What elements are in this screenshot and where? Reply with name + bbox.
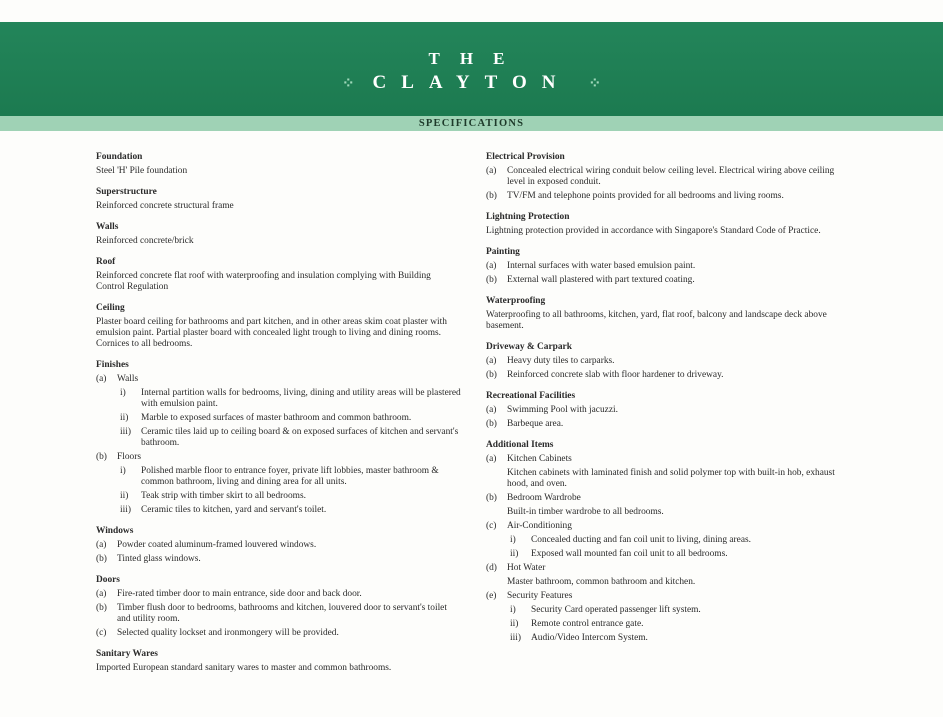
- item-text: Polished marble floor to entrance foyer, private lift lobbies, master bathroom & common bathroom, living and dining area for all units.: [141, 466, 439, 487]
- list-item: [486, 454, 841, 465]
- title-line-2: [0, 72, 943, 94]
- finishes-section: [96, 360, 461, 516]
- item-marker: (d): [486, 563, 497, 573]
- item-text: Hot Water: [507, 563, 546, 573]
- item-text: Bedroom Wardrobe: [507, 493, 581, 503]
- list-item: [510, 605, 841, 616]
- driveway-section: [486, 342, 841, 381]
- foundation-section: [96, 152, 461, 177]
- list-item: [486, 591, 841, 602]
- item-text: Reinforced concrete slab with floor hardener to driveway.: [507, 370, 724, 380]
- sanitary-section: [96, 649, 461, 674]
- list-item: [120, 427, 461, 449]
- item-text: Barbeque area.: [507, 419, 564, 429]
- list-item: [486, 370, 841, 381]
- item-marker: ii): [510, 619, 519, 629]
- ceiling-section: [96, 303, 461, 350]
- section-heading: Walls: [96, 222, 119, 232]
- item-detail: Master bathroom, common bathroom and kitchen.: [507, 577, 696, 587]
- item-marker: (a): [96, 374, 107, 384]
- painting-section: [486, 247, 841, 286]
- item-marker: (a): [486, 261, 497, 271]
- list-item: [120, 505, 461, 516]
- list-item: [486, 191, 841, 202]
- item-marker: (b): [96, 554, 107, 564]
- section-heading: Foundation: [96, 152, 143, 162]
- item-marker: (a): [96, 589, 107, 599]
- item-marker: (b): [486, 191, 497, 201]
- section-heading: Windows: [96, 526, 134, 536]
- list-item: [120, 388, 461, 410]
- item-text: TV/FM and telephone points provided for all bedrooms and living rooms.: [507, 191, 784, 201]
- title-name: CLAYTON: [372, 72, 571, 93]
- item-marker: i): [120, 466, 126, 476]
- list-item: [96, 628, 461, 639]
- item-marker: ii): [120, 413, 129, 423]
- title-line-1: THE: [428, 49, 525, 68]
- section-text: Imported European standard sanitary wares to master and common bathrooms.: [96, 663, 392, 673]
- sub-list: [120, 466, 461, 516]
- section-title: SPECIFICATIONS: [418, 118, 525, 129]
- section-heading: Electrical Provision: [486, 152, 565, 162]
- list-item: [486, 419, 841, 430]
- list-item: [486, 261, 841, 272]
- list-item: [96, 374, 461, 385]
- list-item: [486, 356, 841, 367]
- ornament-left-icon: ⁘: [341, 76, 355, 92]
- recreational-section: [486, 391, 841, 430]
- doors-section: [96, 575, 461, 639]
- item-marker: (b): [486, 370, 497, 380]
- list-item: [486, 563, 841, 574]
- section-heading: Additional Items: [486, 440, 554, 450]
- list-item: [486, 275, 841, 286]
- header-banner: [0, 22, 943, 116]
- item-text: External wall plastered with part textured coating.: [507, 275, 695, 285]
- list-item: [120, 413, 461, 424]
- item-marker: (a): [486, 356, 497, 366]
- item-marker: (b): [96, 603, 107, 613]
- item-text: Remote control entrance gate.: [531, 619, 644, 629]
- list-item: [486, 521, 841, 532]
- item-text: Security Features: [507, 591, 573, 601]
- item-marker: iii): [510, 633, 521, 643]
- item-text: Concealed ducting and fan coil unit to living, dining areas.: [531, 535, 751, 545]
- item-text: Ceramic tiles laid up to ceiling board & on exposed surfaces of kitchen and servant's bathroom.: [141, 427, 459, 448]
- item-marker: (a): [96, 540, 107, 550]
- list-item: [486, 405, 841, 416]
- item-marker: i): [120, 388, 126, 398]
- item-text: Powder coated aluminum-framed louvered windows.: [117, 540, 317, 550]
- item-text: Ceramic tiles to kitchen, yard and servant's toilet.: [141, 505, 327, 515]
- item-marker: (b): [486, 275, 497, 285]
- list-item: [510, 535, 841, 546]
- section-text: Plaster board ceiling for bathrooms and part kitchen, and in other areas skim coat plaster with emulsion paint. Partial plaster board with concealed light trough to living and dining rooms. Cornices to all bedrooms.: [96, 317, 447, 349]
- item-text: Floors: [117, 452, 141, 462]
- section-heading: Superstructure: [96, 187, 157, 197]
- section-text: Reinforced concrete structural frame: [96, 201, 234, 211]
- right-column: [486, 152, 841, 654]
- item-marker: ii): [510, 549, 519, 559]
- section-heading: Waterproofing: [486, 296, 546, 306]
- item-text: Security Card operated passenger lift system.: [531, 605, 701, 615]
- item-marker: (b): [96, 452, 107, 462]
- item-text: Kitchen Cabinets: [507, 454, 572, 464]
- item-text: Heavy duty tiles to carparks.: [507, 356, 615, 366]
- item-text: Timber flush door to bedrooms, bathrooms and kitchen, louvered door to servant's toilet and utility room.: [117, 603, 447, 624]
- section-heading: Doors: [96, 575, 120, 585]
- lightning-section: [486, 212, 841, 237]
- list-item: [96, 452, 461, 463]
- list-item: [510, 549, 841, 560]
- section-heading: Roof: [96, 257, 116, 267]
- section-text: Reinforced concrete flat roof with waterproofing and insulation complying with Building Control Regulation: [96, 271, 431, 292]
- left-column: [96, 152, 461, 684]
- sub-list: [120, 388, 461, 449]
- section-text: Lightning protection provided in accordance with Singapore's Standard Code of Practice.: [486, 226, 821, 236]
- item-text: Walls: [117, 374, 139, 384]
- section-heading: Sanitary Wares: [96, 649, 158, 659]
- list-item: [96, 540, 461, 551]
- item-text: Fire-rated timber door to main entrance, side door and back door.: [117, 589, 362, 599]
- list-item: [96, 589, 461, 600]
- item-marker: (a): [486, 454, 497, 464]
- item-marker: (b): [486, 419, 497, 429]
- waterproofing-section: [486, 296, 841, 332]
- list-item: [486, 166, 841, 188]
- list-item: [96, 554, 461, 565]
- item-marker: (c): [486, 521, 497, 531]
- walls-section: [96, 222, 461, 247]
- list-item: [120, 466, 461, 488]
- item-text: Exposed wall mounted fan coil unit to all bedrooms.: [531, 549, 728, 559]
- section-heading: Lightning Protection: [486, 212, 570, 222]
- item-detail: Kitchen cabinets with laminated finish and solid polymer top with built-in hob, exhaust hood, and oven.: [507, 468, 835, 489]
- section-heading: Finishes: [96, 360, 129, 370]
- item-text: Concealed electrical wiring conduit below ceiling level. Electrical wiring above ceiling level in exposed conduit.: [507, 166, 835, 187]
- section-heading: Recreational Facilities: [486, 391, 576, 401]
- roof-section: [96, 257, 461, 293]
- electrical-section: [486, 152, 841, 202]
- item-marker: ii): [120, 491, 129, 501]
- item-marker: (a): [486, 405, 497, 415]
- item-detail: Built-in timber wardrobe to all bedrooms.: [507, 507, 664, 517]
- section-text: Waterproofing to all bathrooms, kitchen, yard, flat roof, balcony and landscape deck above basement.: [486, 310, 827, 331]
- section-heading: Painting: [486, 247, 520, 257]
- item-marker: (a): [486, 166, 497, 176]
- item-marker: (e): [486, 591, 497, 601]
- item-marker: i): [510, 535, 516, 545]
- item-marker: (b): [486, 493, 497, 503]
- item-text: Internal partition walls for bedrooms, living, dining and utility areas will be plastered with emulsion paint.: [141, 388, 461, 409]
- superstructure-section: [96, 187, 461, 212]
- item-text: Selected quality lockset and ironmongery will be provided.: [117, 628, 339, 638]
- item-text: Marble to exposed surfaces of master bathroom and common bathroom.: [141, 413, 412, 423]
- item-text: Internal surfaces with water based emulsion paint.: [507, 261, 696, 271]
- item-text: Teak strip with timber skirt to all bedrooms.: [141, 491, 306, 501]
- item-marker: iii): [120, 505, 131, 515]
- section-heading: Driveway & Carpark: [486, 342, 572, 352]
- sub-list: [510, 605, 841, 644]
- list-item: [510, 633, 841, 644]
- list-item: [96, 603, 461, 625]
- item-marker: (c): [96, 628, 107, 638]
- section-text: Steel 'H' Pile foundation: [96, 166, 188, 176]
- item-marker: iii): [120, 427, 131, 437]
- additional-section: [486, 440, 841, 644]
- section-text: Reinforced concrete/brick: [96, 236, 194, 246]
- item-text: Air-Conditioning: [507, 521, 572, 531]
- item-text: Swimming Pool with jacuzzi.: [507, 405, 618, 415]
- item-text: Audio/Video Intercom System.: [531, 633, 648, 643]
- windows-section: [96, 526, 461, 565]
- section-heading: Ceiling: [96, 303, 125, 313]
- list-item: [510, 619, 841, 630]
- item-text: Tinted glass windows.: [117, 554, 201, 564]
- ornament-right-icon: ⁘: [588, 76, 602, 92]
- list-item: [486, 493, 841, 504]
- item-marker: i): [510, 605, 516, 615]
- list-item: [120, 491, 461, 502]
- sub-list: [510, 535, 841, 560]
